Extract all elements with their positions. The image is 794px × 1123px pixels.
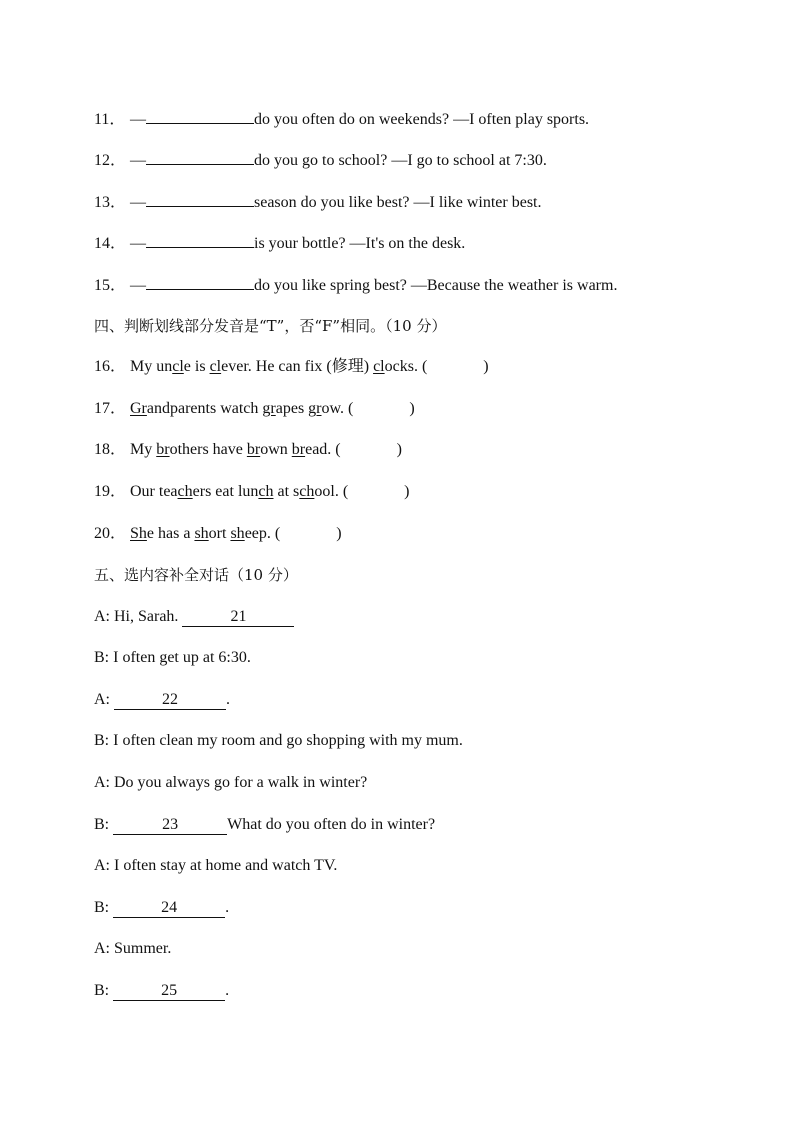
answer-blank[interactable] bbox=[146, 191, 254, 207]
speaker-label: B: bbox=[94, 816, 110, 833]
close-paren: ) bbox=[404, 483, 410, 500]
dialogue-line-10 bbox=[94, 981, 229, 1001]
underlined-part: cl bbox=[172, 358, 184, 375]
question-number: 17． bbox=[94, 400, 127, 417]
question-16 bbox=[94, 357, 489, 377]
speaker-label: B: bbox=[94, 649, 110, 666]
underlined-part: gr bbox=[262, 400, 276, 417]
speaker-label: A: bbox=[94, 940, 110, 957]
question-12 bbox=[94, 149, 547, 169]
question-number: 12． bbox=[94, 152, 127, 169]
dialogue-text: Hi, Sarah. bbox=[114, 608, 183, 625]
section-4-heading: 四、判断划线部分发音是“T”，否“F”相同。（10 分） bbox=[94, 317, 447, 335]
text-part: eep. ( bbox=[244, 525, 281, 542]
dialogue-line-3 bbox=[94, 690, 230, 710]
answer-blank[interactable]: 24 bbox=[113, 899, 225, 918]
text-part: ort bbox=[208, 525, 231, 542]
question-text: season do you like best? —I like winter best. bbox=[254, 194, 542, 211]
question-19 bbox=[94, 482, 410, 502]
underlined-part: cl bbox=[209, 358, 222, 375]
underlined-part: sh bbox=[194, 525, 209, 542]
text-part: own bbox=[260, 441, 292, 458]
underlined-part: sh bbox=[230, 525, 245, 542]
question-text: do you like spring best? —Because the weather is warm. bbox=[254, 277, 618, 294]
question-number: 19． bbox=[94, 483, 127, 500]
speaker-label: A: bbox=[94, 857, 110, 874]
text-part: ead. ( bbox=[305, 441, 341, 458]
answer-blank[interactable] bbox=[146, 149, 254, 165]
close-paren: ) bbox=[336, 525, 342, 542]
dialogue-text: What do you often do in winter? bbox=[227, 816, 436, 833]
dialogue-text: . bbox=[225, 982, 230, 999]
question-number: 13． bbox=[94, 194, 127, 211]
dialogue-line-4 bbox=[94, 731, 463, 751]
speaker-label: B: bbox=[94, 732, 110, 749]
text-part: others have bbox=[169, 441, 247, 458]
text-part: My un bbox=[130, 358, 173, 375]
answer-blank[interactable]: 25 bbox=[113, 982, 225, 1001]
question-14 bbox=[94, 232, 465, 252]
question-text: do you often do on weekends? —I often play sports. bbox=[254, 111, 590, 128]
text-part: andparents watch bbox=[146, 400, 263, 417]
underlined-part: ch bbox=[258, 483, 274, 500]
dialogue-line-7 bbox=[94, 856, 337, 876]
close-paren: ) bbox=[409, 400, 415, 417]
dialogue-text: Summer. bbox=[114, 940, 172, 957]
answer-blank[interactable]: 23 bbox=[113, 816, 227, 835]
dialogue-line-5 bbox=[94, 773, 367, 793]
dialogue-text: . bbox=[226, 691, 230, 708]
answer-blank[interactable] bbox=[146, 274, 254, 290]
dialogue-text: I often get up at 6:30. bbox=[113, 649, 251, 666]
underlined-part: Sh bbox=[130, 525, 147, 542]
text-part: at s bbox=[273, 483, 300, 500]
speaker-label: A: bbox=[94, 608, 110, 625]
dash: — bbox=[130, 277, 146, 294]
text-part: e is bbox=[183, 358, 210, 375]
dialogue-text: . bbox=[225, 899, 230, 916]
underlined-part: br bbox=[246, 441, 261, 458]
speaker-label: A: bbox=[94, 691, 110, 708]
question-15 bbox=[94, 274, 617, 294]
section-5-heading: 五、选内容补全对话（10 分） bbox=[94, 566, 298, 584]
speaker-label: B: bbox=[94, 899, 110, 916]
answer-blank[interactable]: 22 bbox=[114, 691, 226, 710]
question-number: 16． bbox=[94, 358, 127, 375]
underlined-part: br bbox=[291, 441, 306, 458]
dash: — bbox=[130, 152, 146, 169]
dash: — bbox=[130, 235, 146, 252]
dialogue-line-6 bbox=[94, 815, 435, 835]
dialogue-text: I often stay at home and watch TV. bbox=[114, 857, 338, 874]
dialogue-text: Do you always go for a walk in winter? bbox=[114, 774, 368, 791]
text-part: Our tea bbox=[130, 483, 178, 500]
question-number: 11． bbox=[94, 111, 126, 128]
answer-blank[interactable] bbox=[146, 232, 254, 248]
dialogue-line-1 bbox=[94, 607, 294, 627]
underlined-part: ch bbox=[177, 483, 193, 500]
question-text: do you go to school? —I go to school at 7:30. bbox=[254, 152, 547, 169]
question-18 bbox=[94, 440, 402, 460]
answer-blank[interactable]: 21 bbox=[182, 608, 294, 627]
speaker-label: B: bbox=[94, 982, 110, 999]
text-part: ers eat lun bbox=[192, 483, 259, 500]
dialogue-line-8 bbox=[94, 898, 229, 918]
question-number: 18． bbox=[94, 441, 127, 458]
question-text: is your bottle? —It's on the desk. bbox=[254, 235, 466, 252]
underlined-part: ch bbox=[299, 483, 315, 500]
question-number: 20． bbox=[94, 525, 127, 542]
text-part: ocks. ( bbox=[384, 358, 428, 375]
dash: — bbox=[130, 194, 146, 211]
underlined-part: Gr bbox=[130, 400, 147, 417]
underlined-part: cl bbox=[373, 358, 385, 375]
close-paren: ) bbox=[483, 358, 489, 375]
dash: — bbox=[130, 111, 146, 128]
text-part: apes bbox=[275, 400, 309, 417]
dialogue-text: I often clean my room and go shopping with my mum. bbox=[113, 732, 463, 749]
dialogue-line-9 bbox=[94, 939, 171, 959]
question-11 bbox=[94, 108, 589, 128]
answer-blank[interactable] bbox=[146, 108, 254, 124]
text-part: ow. ( bbox=[321, 400, 354, 417]
close-paren: ) bbox=[396, 441, 402, 458]
dialogue-line-2 bbox=[94, 648, 251, 668]
question-number: 14． bbox=[94, 235, 127, 252]
text-part: e has a bbox=[146, 525, 195, 542]
speaker-label: A: bbox=[94, 774, 110, 791]
question-13 bbox=[94, 191, 542, 211]
question-17 bbox=[94, 399, 415, 419]
text-part: ever. He can fix (修理) bbox=[221, 358, 374, 375]
text-part: ool. ( bbox=[314, 483, 349, 500]
underlined-part: gr bbox=[308, 400, 322, 417]
text-part: My bbox=[130, 441, 157, 458]
question-number: 15． bbox=[94, 277, 127, 294]
question-20 bbox=[94, 524, 342, 544]
underlined-part: br bbox=[156, 441, 170, 458]
